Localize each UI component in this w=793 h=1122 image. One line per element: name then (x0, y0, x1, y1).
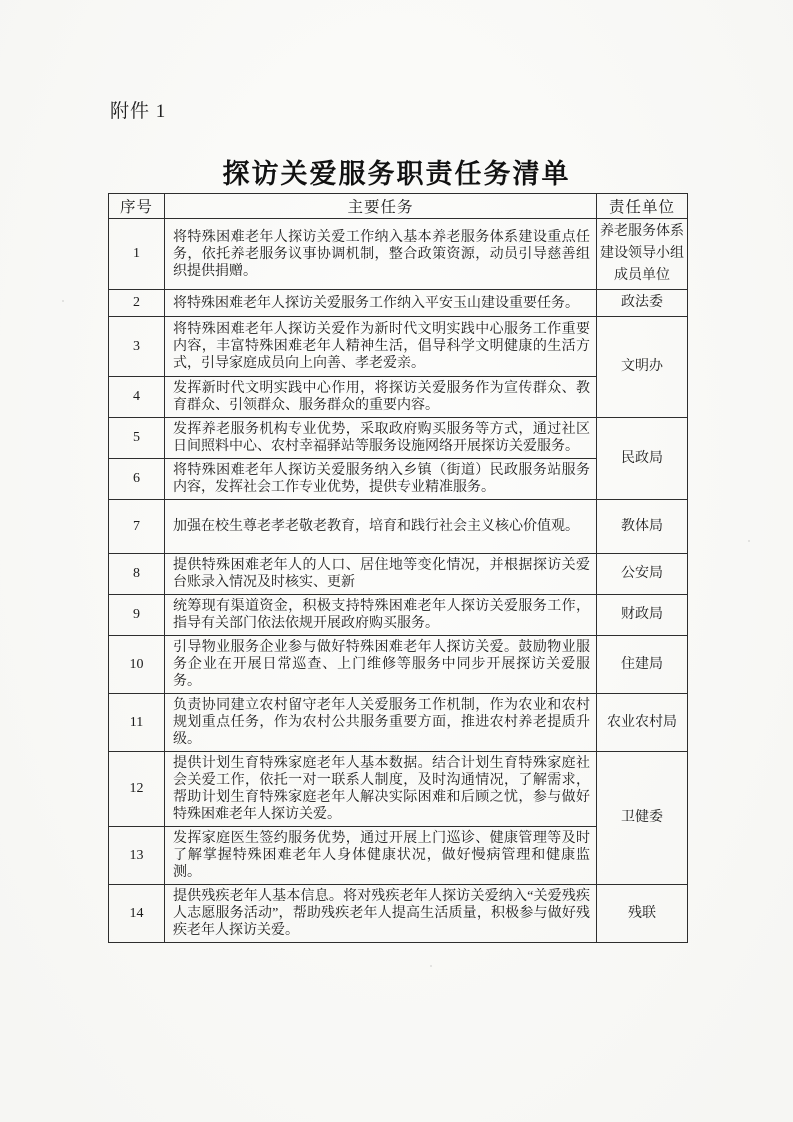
page-title: 探访关爱服务职责任务清单 (222, 159, 571, 189)
scan-speck (748, 540, 750, 542)
unit-cell: 民政局 (597, 418, 688, 500)
unit-cell: 教体局 (597, 500, 688, 554)
row-index-cell: 9 (109, 595, 165, 636)
scan-speck (430, 965, 432, 967)
header-cell-unit: 责任单位 (597, 194, 688, 219)
row-index-cell: 5 (109, 418, 165, 459)
header-cell-index: 序号 (109, 194, 165, 219)
unit-cell: 残联 (597, 885, 688, 943)
task-cell: 发挥养老服务机构专业优势，采取政府购买服务等方式，通过社区日间照料中心、农村幸福驿站等服务设施网络开展探访关爱服务。 (165, 418, 597, 459)
table-row (109, 418, 688, 459)
unit-cell: 养老服务体系建设领导小组成员单位 (597, 219, 688, 290)
row-index-cell: 6 (109, 459, 165, 500)
attachment-label: 附件 1 (110, 101, 167, 122)
task-cell: 加强在校生尊老孝老敬老教育，培育和践行社会主义核心价值观。 (165, 500, 597, 554)
task-cell: 提供计划生育特殊家庭老年人基本数据。结合计划生育特殊家庭社会关爱工作，依托一对一联系人制度，及时沟通情况，了解需求，帮助计划生育特殊家庭老年人解决实际困难和后顾之忧，参与做好特殊困难老年人探访关爱。 (165, 752, 597, 827)
row-index-cell: 14 (109, 885, 165, 943)
task-cell: 提供特殊困难老年人的人口、居住地等变化情况，并根据探访关爱台账录入情况及时核实、更新 (165, 554, 597, 595)
table-row (109, 317, 688, 377)
table-row (109, 219, 688, 290)
unit-cell: 财政局 (597, 595, 688, 636)
task-cell: 将特殊困难老年人探访关爱作为新时代文明实践中心服务工作重要内容，丰富特殊困难老年人精神生活，倡导科学文明健康的生活方式，引导家庭成员向上向善、孝老爱亲。 (165, 317, 597, 377)
row-index-cell: 12 (109, 752, 165, 827)
table-row (109, 595, 688, 636)
table-row (109, 554, 688, 595)
row-index-cell: 4 (109, 377, 165, 418)
task-cell: 提供残疾老年人基本信息。将对残疾老年人探访关爱纳入“关爱残疾人志愿服务活动”，帮助残疾老年人提高生活质量，积极参与做好残疾老年人探访关爱。 (165, 885, 597, 943)
unit-cell: 政法委 (597, 290, 688, 317)
table-body (109, 219, 688, 943)
unit-cell: 住建局 (597, 636, 688, 694)
task-cell: 将特殊困难老年人探访关爱工作纳入基本养老服务体系建设重点任务，依托养老服务议事协调机制，整合政策资源，动员引导慈善组织提供捐赠。 (165, 219, 597, 290)
table-header-row (109, 194, 688, 219)
row-index-cell: 8 (109, 554, 165, 595)
table-row (109, 636, 688, 694)
table-row (109, 694, 688, 752)
unit-cell: 文明办 (597, 317, 688, 418)
task-cell: 发挥新时代文明实践中心作用，将探访关爱服务作为宣传群众、教育群众、引领群众、服务群众的重要内容。 (165, 377, 597, 418)
task-cell: 统筹现有渠道资金，积极支持特殊困难老年人探访关爱服务工作，指导有关部门依法依规开展政府购买服务。 (165, 595, 597, 636)
row-index-cell: 13 (109, 827, 165, 885)
row-index-cell: 3 (109, 317, 165, 377)
unit-cell: 卫健委 (597, 752, 688, 885)
unit-cell: 农业农村局 (597, 694, 688, 752)
task-cell: 将特殊困难老年人探访关爱服务纳入乡镇（街道）民政服务站服务内容，发挥社会工作专业优势，提供专业精准服务。 (165, 459, 597, 500)
row-index-cell: 7 (109, 500, 165, 554)
table-row (109, 885, 688, 943)
task-cell: 负责协同建立农村留守老年人关爱服务工作机制，作为农业和农村规划重点任务，作为农村公共服务重要方面，推进农村养老提质升级。 (165, 694, 597, 752)
header-cell-task: 主要任务 (165, 194, 597, 219)
table-row (109, 290, 688, 317)
task-cell: 引导物业服务企业参与做好特殊困难老年人探访关爱。鼓励物业服务企业在开展日常巡查、上门维修等服务中同步开展探访关爱服务。 (165, 636, 597, 694)
row-index-cell: 2 (109, 290, 165, 317)
row-index-cell: 1 (109, 219, 165, 290)
task-cell: 将特殊困难老年人探访关爱服务工作纳入平安玉山建设重要任务。 (165, 290, 597, 317)
unit-cell: 公安局 (597, 554, 688, 595)
task-table (108, 193, 688, 943)
table-row (109, 752, 688, 827)
row-index-cell: 10 (109, 636, 165, 694)
scan-speck (62, 300, 64, 302)
table-row (109, 500, 688, 554)
row-index-cell: 11 (109, 694, 165, 752)
task-cell: 发挥家庭医生签约服务优势，通过开展上门巡诊、健康管理等及时了解掌握特殊困难老年人身体健康状况，做好慢病管理和健康监测。 (165, 827, 597, 885)
